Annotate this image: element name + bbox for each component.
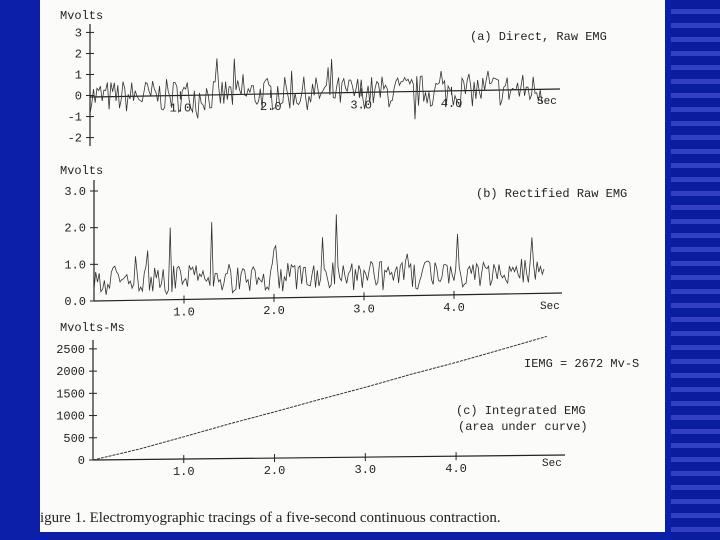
x-tick-label: 3.0 — [353, 302, 375, 317]
panel-a-xlabel: Sec — [537, 96, 557, 108]
panel-c-subtitle: (area under curve) — [458, 420, 588, 434]
panel-c-trace — [93, 336, 547, 460]
x-tick-label: 1.0 — [173, 305, 195, 320]
panel-c-yticks — [56, 343, 97, 468]
x-tick-label: 1.0 — [169, 101, 192, 116]
panel-b-xlabel: Sec — [540, 301, 560, 313]
y-tick-label: 2 — [74, 47, 82, 62]
y-tick-label: -1 — [67, 110, 82, 125]
y-tick-label: 2.0 — [64, 221, 86, 236]
panel-b-ylabel: Mvolts — [60, 164, 104, 178]
x-tick-label: 1.0 — [172, 465, 195, 480]
slide-left-band — [0, 0, 40, 540]
panel-b — [60, 164, 627, 319]
x-tick-label: 2.0 — [259, 99, 282, 114]
y-tick-label: 3 — [74, 26, 82, 41]
y-tick-label: 0.0 — [64, 295, 86, 309]
y-tick-label: 0 — [74, 89, 82, 104]
y-tick-label: 2000 — [56, 365, 85, 380]
y-tick-label: 1.0 — [64, 258, 86, 273]
panel-c-ylabel: Mvolts-Ms — [60, 321, 125, 335]
figure-paper — [40, 0, 665, 532]
panel-a-trace — [90, 58, 542, 119]
panel-c-x-axis — [93, 455, 565, 460]
y-tick-label: 1 — [74, 68, 82, 83]
x-tick-label: 2.0 — [263, 464, 286, 479]
y-tick-label: -2 — [67, 131, 82, 146]
panel-c-title: (c) Integrated EMG — [456, 404, 586, 418]
y-tick-label: 500 — [63, 431, 85, 446]
x-tick-label: 4.0 — [440, 96, 463, 111]
y-tick-label: 1500 — [56, 387, 85, 402]
panel-c-annotation: IEMG = 2672 Mv-S — [524, 357, 640, 371]
panel-a-ylabel: Mvolts — [60, 9, 104, 23]
panel-a-title: (a) Direct, Raw EMG — [470, 30, 607, 44]
x-tick-label: 2.0 — [263, 303, 285, 318]
panel-b-x-axis — [94, 293, 562, 301]
panel-a — [60, 9, 607, 146]
panel-b-yticks — [64, 185, 98, 309]
y-tick-label: 1000 — [56, 409, 85, 424]
panel-c — [56, 321, 639, 479]
figure-caption: igure 1. Electromyographic tracings of a five-second continuous contraction. — [40, 510, 501, 526]
y-tick-label: 2500 — [56, 342, 85, 357]
panel-b-trace — [94, 214, 544, 294]
y-tick-label: 3.0 — [64, 185, 86, 199]
slide-right-stripes — [665, 0, 720, 540]
x-tick-label: 3.0 — [350, 98, 372, 113]
x-tick-label: 4.0 — [443, 300, 465, 315]
panel-b-title: (b) Rectified Raw EMG — [476, 187, 628, 201]
panel-c-xlabel: Sec — [542, 458, 562, 470]
emg-figure — [40, 0, 665, 532]
x-tick-label: 4.0 — [445, 462, 467, 477]
y-tick-label: 0 — [77, 454, 85, 468]
x-tick-label: 3.0 — [354, 463, 377, 478]
